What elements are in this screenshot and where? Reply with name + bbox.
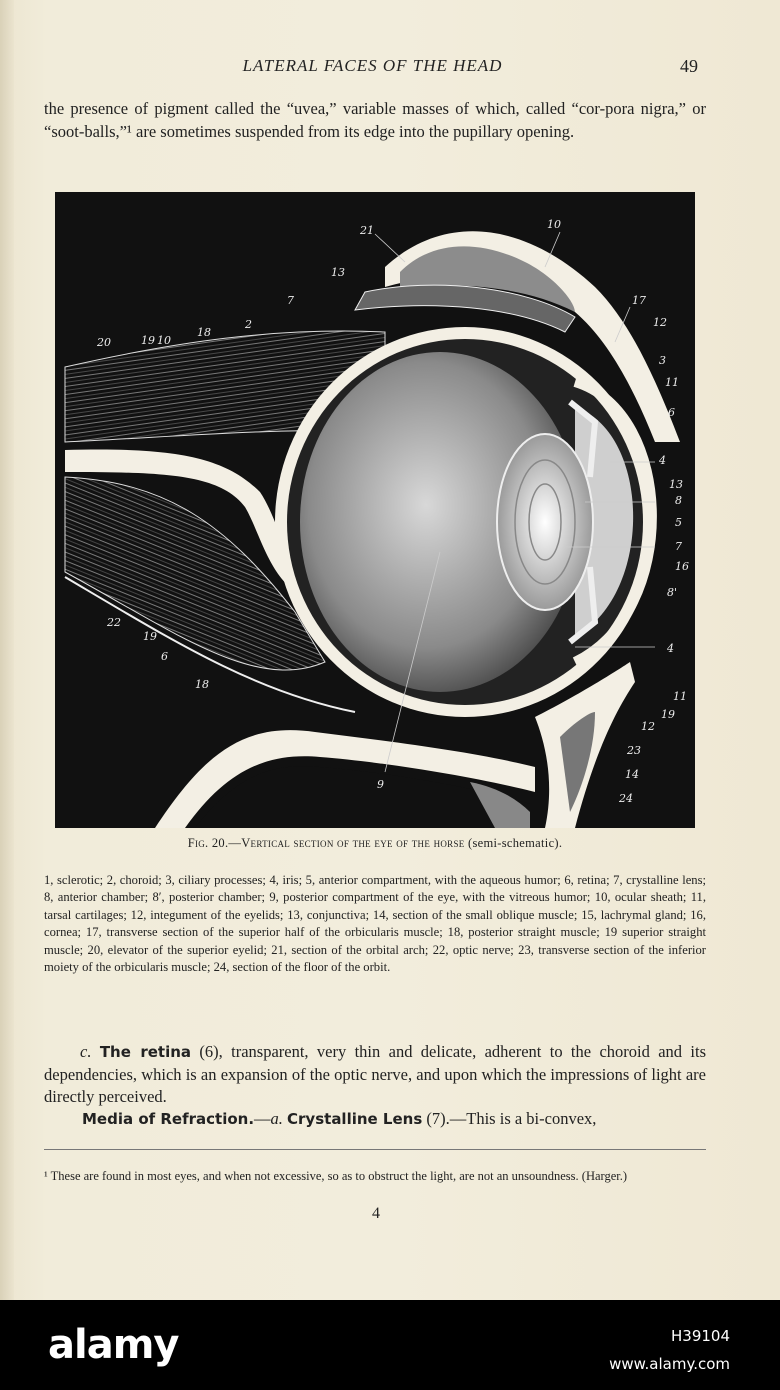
figure-label: 7 (287, 294, 294, 307)
figure-label: 14 (625, 768, 639, 781)
figure-label: 19 (143, 630, 157, 643)
running-title: LATERAL FACES OF THE HEAD (242, 56, 503, 75)
figure-label: 24 (619, 792, 633, 805)
figure-label: 16 (675, 560, 689, 573)
figure-label: 4 (667, 642, 674, 655)
figure-label: 2 (245, 318, 252, 331)
figure-label: 7 (675, 540, 682, 553)
stock-id (609, 1322, 730, 1378)
signature-mark: 4 (372, 1205, 380, 1222)
caption-prefix: Fig. 20.— (187, 836, 242, 850)
stock-watermark-bar (0, 1300, 780, 1390)
image-id: H39104 (671, 1327, 730, 1345)
stock-logo: alamy (48, 1322, 179, 1368)
figure-label: 12 (641, 720, 655, 733)
figure-label: 13 (331, 266, 345, 279)
figure-label: 18 (197, 326, 211, 339)
figure-label: 22 (107, 616, 121, 629)
page-number: 49 (680, 56, 698, 76)
media-term: Media of Refraction. (82, 1110, 255, 1128)
figure-label: 5 (675, 516, 682, 529)
figure-legend: 1, sclerotic; 2, choroid; 3, ciliary processes; 4, iris; 5, anterior compartment, with the aqueous humor; 6, retina; 7, crystalline lens; 8, anterior chamber; 8′, posterior chamber; 9, posterior compartment of the eye, with the vitreous humor; 10, ocular sheath; 11, tarsal cartilages; 12, integument of the eyelids; 13, conjunctiva; 14, section of the small oblique muscle; 15, lachrymal gland; 16, cornea; 17, transverse section of the superior half of the orbicularis muscle; 18, posterior straight muscle; 19 superior straight muscle; 20, elevator of the superior eyelid; 21, section of the orbital arch; 22, optic nerve; 23, transverse section of the inferior moiety of the orbicularis muscle; 24, section of the floor of the orbit. (44, 873, 706, 975)
paragraph-retina (44, 1041, 706, 1109)
figure-label: 19 (141, 334, 155, 347)
figure-eye-section (55, 192, 695, 828)
footnote-rule (44, 1149, 706, 1150)
media-sub-lead: a. (270, 1109, 283, 1128)
eye-section-illustration (55, 192, 695, 828)
figure-label: 10 (547, 218, 561, 231)
paragraph-uvea: the presence of pigment called the “uvea,” variable masses of which, called “cor-pora nigra,” or “soot-balls,”¹ are sometimes suspended from its edge into the pupillary opening. (44, 99, 706, 141)
paragraph-media-of-refraction: Media of Refraction.—a. Crystalline Lens (7).—This is a bi-convex, (82, 1109, 597, 1128)
caption-title: Vertical section of the eye of the horse (241, 836, 465, 850)
media-sub-term: Crystalline Lens (287, 1110, 423, 1128)
figure-label: 9 (377, 778, 384, 791)
figure-label: 8' (667, 586, 678, 599)
figure-label: 19 (661, 708, 675, 721)
figure-label: 12 (653, 316, 667, 329)
figure-label: 18 (195, 678, 209, 691)
figure-label: 8 (675, 494, 682, 507)
retina-lead: c. (80, 1042, 92, 1061)
figure-label: 17 (632, 294, 646, 307)
figure-label: 3 (659, 354, 666, 367)
figure-label: 11 (665, 376, 679, 389)
figure-label: 23 (627, 744, 641, 757)
media-text: (7).—This is a bi-convex, (422, 1109, 597, 1128)
figure-label: 10 (157, 334, 171, 347)
caption-suffix: (semi-schematic). (464, 836, 563, 850)
figure-label: 13 (669, 478, 683, 491)
figure-label: 11 (673, 690, 687, 703)
figure-label: 20 (97, 336, 111, 349)
retina-text: (6), transparent, very thin and delicate, adherent to the choroid and its dependencies, which is an expansion of the optic nerve, and upon which the impressions of light are directly perceived. (44, 1042, 706, 1106)
figure-label: 6 (161, 650, 168, 663)
figure-caption (44, 836, 706, 851)
figure-label: 21 (360, 224, 374, 237)
figure-label: 4 (659, 454, 666, 467)
page-spine-shadow (0, 0, 14, 1300)
stock-site: www.alamy.com (609, 1355, 730, 1373)
retina-term: The retina (99, 1043, 192, 1061)
footnote: ¹ These are found in most eyes, and when not excessive, so as to obstruct the light, are not an unsoundness. (Harger.) (44, 1169, 628, 1183)
figure-label: 6 (668, 406, 675, 419)
